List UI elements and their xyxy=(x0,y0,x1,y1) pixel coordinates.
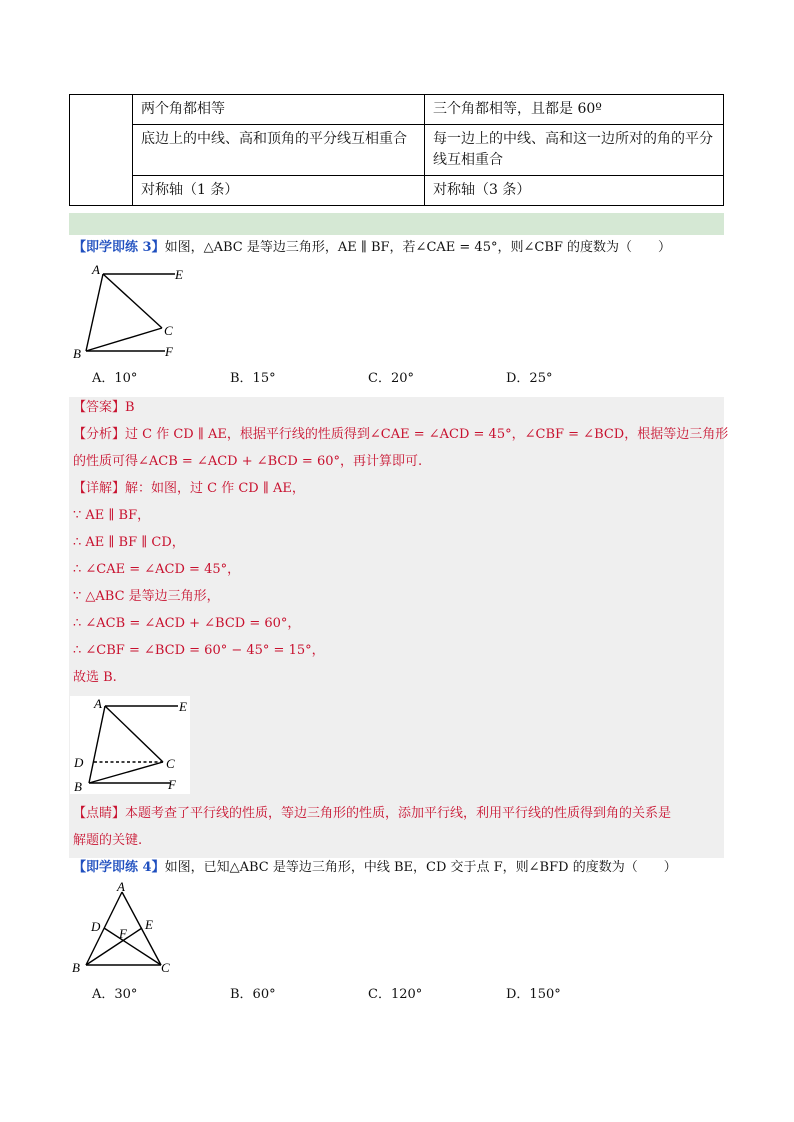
table-cell: 底边上的中线、高和顶角的平分线互相重合 xyxy=(133,125,425,176)
table-cell: 每一边上的中线、高和这一边所对的角的平分线互相重合 xyxy=(425,125,724,176)
label-c: C xyxy=(164,323,173,338)
label-f: F xyxy=(119,926,127,941)
note-line-1 xyxy=(73,804,671,824)
table-row xyxy=(70,125,724,176)
detail-tag: 【详解】 xyxy=(73,481,126,496)
label-b: B xyxy=(72,960,80,975)
option-c[interactable]: C．120° xyxy=(368,987,423,1002)
detail-line-4: ∴ ∠CAE = ∠ACD = 45°， xyxy=(73,562,241,577)
option-b[interactable]: B．15° xyxy=(230,371,276,386)
option-d[interactable]: D．150° xyxy=(506,987,561,1002)
detail-line-7: ∴ ∠CBF = ∠BCD = 60° − 45° = 15°， xyxy=(73,643,325,658)
figure-q3 xyxy=(70,262,200,362)
note-text-1: 本题考查了平行线的性质，等边三角形的性质，添加平行线，利用平行线的性质得到角的关系是 xyxy=(125,806,672,821)
label-e: E xyxy=(175,267,183,282)
label-a: A xyxy=(117,880,125,894)
option-a[interactable]: A．10° xyxy=(92,371,138,386)
analysis-line-2: 的性质可得∠ACB = ∠ACD + ∠BCD = 60°，再计算即可. xyxy=(73,454,423,469)
figure-q4 xyxy=(70,880,180,980)
option-d[interactable]: D．25° xyxy=(506,371,553,386)
label-b: B xyxy=(74,779,82,794)
table-cell: 对称轴（1 条） xyxy=(133,176,425,206)
answer-label: 【答案】B xyxy=(73,400,135,415)
option-c[interactable]: C．20° xyxy=(368,371,414,386)
label-a: A xyxy=(92,262,100,277)
question-text: 如图，△ABC 是等边三角形，AE ∥ BF，若∠CAE = 45°，则∠CBF 的度数为（ ） xyxy=(164,240,672,255)
label-f: F xyxy=(165,344,173,359)
table-row xyxy=(70,176,724,206)
option-b[interactable]: B．60° xyxy=(230,987,276,1002)
label-e: E xyxy=(179,699,187,714)
section-divider-bar xyxy=(69,213,724,235)
detail-line-1 xyxy=(73,479,305,499)
figure-q3-solution xyxy=(70,696,190,794)
analysis-line-1 xyxy=(73,425,728,445)
detail-line-6: ∴ ∠ACB = ∠ACD + ∠BCD = 60°， xyxy=(73,616,301,631)
table-cell: 三个角都相等，且都是 60º xyxy=(425,95,724,125)
label-a: A xyxy=(94,696,102,711)
detail-line-2: ∵ AE ∥ BF， xyxy=(73,508,151,523)
table-cell: 对称轴（3 条） xyxy=(425,176,724,206)
question-3 xyxy=(73,238,671,258)
label-c: C xyxy=(161,960,170,975)
detail-line-5: ∵ △ABC 是等边三角形， xyxy=(73,589,220,604)
label-f: F xyxy=(168,777,176,792)
analysis-text-1: 过 C 作 CD ∥ AE，根据平行线的性质得到∠CAE = ∠ACD = 45°，∠CBF = ∠BCD，根据等边三角形 xyxy=(125,427,729,442)
table-cell: 两个角都相等 xyxy=(133,95,425,125)
label-d: D xyxy=(74,755,84,770)
question-4 xyxy=(73,858,677,878)
note-tag: 【点睛】 xyxy=(73,806,126,821)
property-table xyxy=(69,94,724,206)
option-a[interactable]: A．30° xyxy=(92,987,138,1002)
detail-text-1: 解：如图，过 C 作 CD ∥ AE， xyxy=(125,481,305,496)
detail-line-8: 故选 B. xyxy=(73,670,117,685)
note-line-2: 解题的关键. xyxy=(73,833,143,848)
table-row xyxy=(70,95,724,125)
label-b: B xyxy=(73,346,81,361)
label-e: E xyxy=(145,917,153,932)
question-tag: 【即学即练 4】 xyxy=(73,860,165,875)
question-text: 如图，已知△ABC 是等边三角形，中线 BE，CD 交于点 F，则∠BFD 的度数为（ ） xyxy=(164,860,677,875)
options-q4 xyxy=(92,985,644,1005)
analysis-tag: 【分析】 xyxy=(73,427,126,442)
question-tag: 【即学即练 3】 xyxy=(73,240,165,255)
detail-line-3: ∴ AE ∥ BF ∥ CD， xyxy=(73,535,185,550)
label-c: C xyxy=(166,756,175,771)
table-blank-cell xyxy=(70,95,133,206)
label-d: D xyxy=(91,919,101,934)
options-q3 xyxy=(92,369,644,389)
